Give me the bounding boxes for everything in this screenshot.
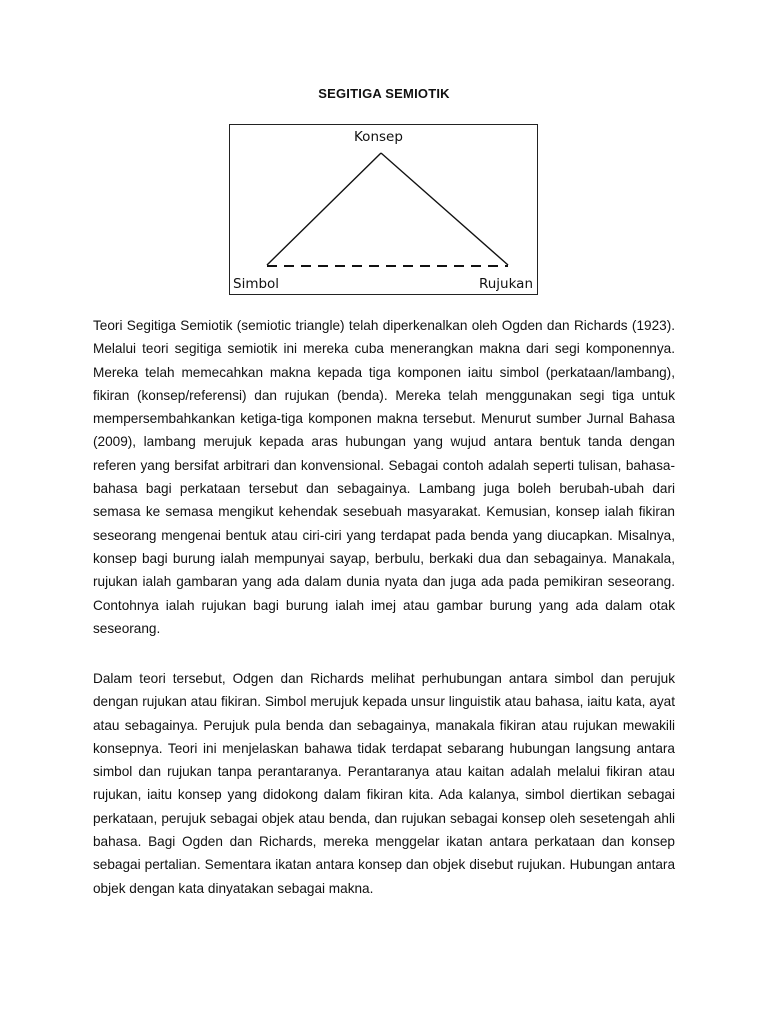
triangle-diagram	[230, 125, 539, 296]
edge-konsep-rujukan	[381, 153, 508, 265]
edge-konsep-simbol	[267, 153, 381, 265]
label-konsep: Konsep	[354, 129, 403, 145]
label-rujukan: Rujukan	[478, 276, 533, 292]
paragraph-2: Dalam teori tersebut, Odgen dan Richards melihat perhubungan antara simbol dan perujuk dengan rujukan atau fikiran. Simbol merujuk kepada unsur linguistik atau bahasa, iaitu kata, ayat atau sebagainya. Perujuk pula benda dan sebagainya, manakala fikiran atau rujukan mewakili konsepnya. Teori ini menjelaskan bahawa tidak terdapat sebarang hubungan langsung antara simbol dan rujukan tanpa perantaranya. Perantaranya atau kaitan adalah melalui fikiran atau rujukan, iaitu konsep yang didokong dalam fikiran kita. Ada kalanya, simbol diertikan sebagai perkataan, perujuk sebagai objek atau benda, dan rujukan sebagai konsep oleh sesetengah ahli bahasa. Bagi Ogden dan Richards, mereka menggelar ikatan antara perkataan dan konsep sebagai pertalian. Sementara ikatan antara konsep dan objek disebut rujukan. Hubungan antara objek dengan kata dinyatakan sebagai makna.	[93, 671, 675, 896]
page-title: SEGITIGA SEMIOTIK	[318, 86, 450, 101]
semiotic-triangle-figure	[229, 124, 538, 295]
paragraph-1: Teori Segitiga Semiotik (semiotic triangle) telah diperkenalkan oleh Ogden dan Richards (1923). Melalui teori segitiga semiotik ini mereka cuba menerangkan makna dari segi komponennya. Mereka telah memecahkan makna kepada tiga komponen iaitu simbol (perkataan/lambang), fikiran (konsep/referensi) dan rujukan (benda). Mereka telah menggunakan segi tiga untuk mempersembahkankan ketiga-tiga komponen makna tersebut. Menurut sumber Jurnal Bahasa (2009), lambang merujuk kepada aras hubungan yang wujud antara bentuk tanda dengan referen yang bersifat arbitrari dan konvensional. Sebagai contoh adalah seperti tulisan, bahasa-bahasa bagi perkataan tersebut dan sebagainya. Lambang juga boleh berubah-ubah dari semasa ke semasa mengikut kehendak sesebuah masyarakat. Kemusian, konsep ialah fikiran seseorang mengenai bentuk atau ciri-ciri yang terdapat pada benda yang diucapkan. Misalnya, konsep bagi burung ialah mempunyai sayap, berbulu, berkaki dua dan sebagainya. Manakala, rujukan ialah gambaran yang ada dalam dunia nyata dan juga ada pada pemikiran seseorang. Contohnya ialah rujukan bagi burung ialah imej atau gambar burung yang ada dalam otak seseorang.	[93, 318, 675, 636]
label-simbol: Simbol	[233, 276, 280, 292]
